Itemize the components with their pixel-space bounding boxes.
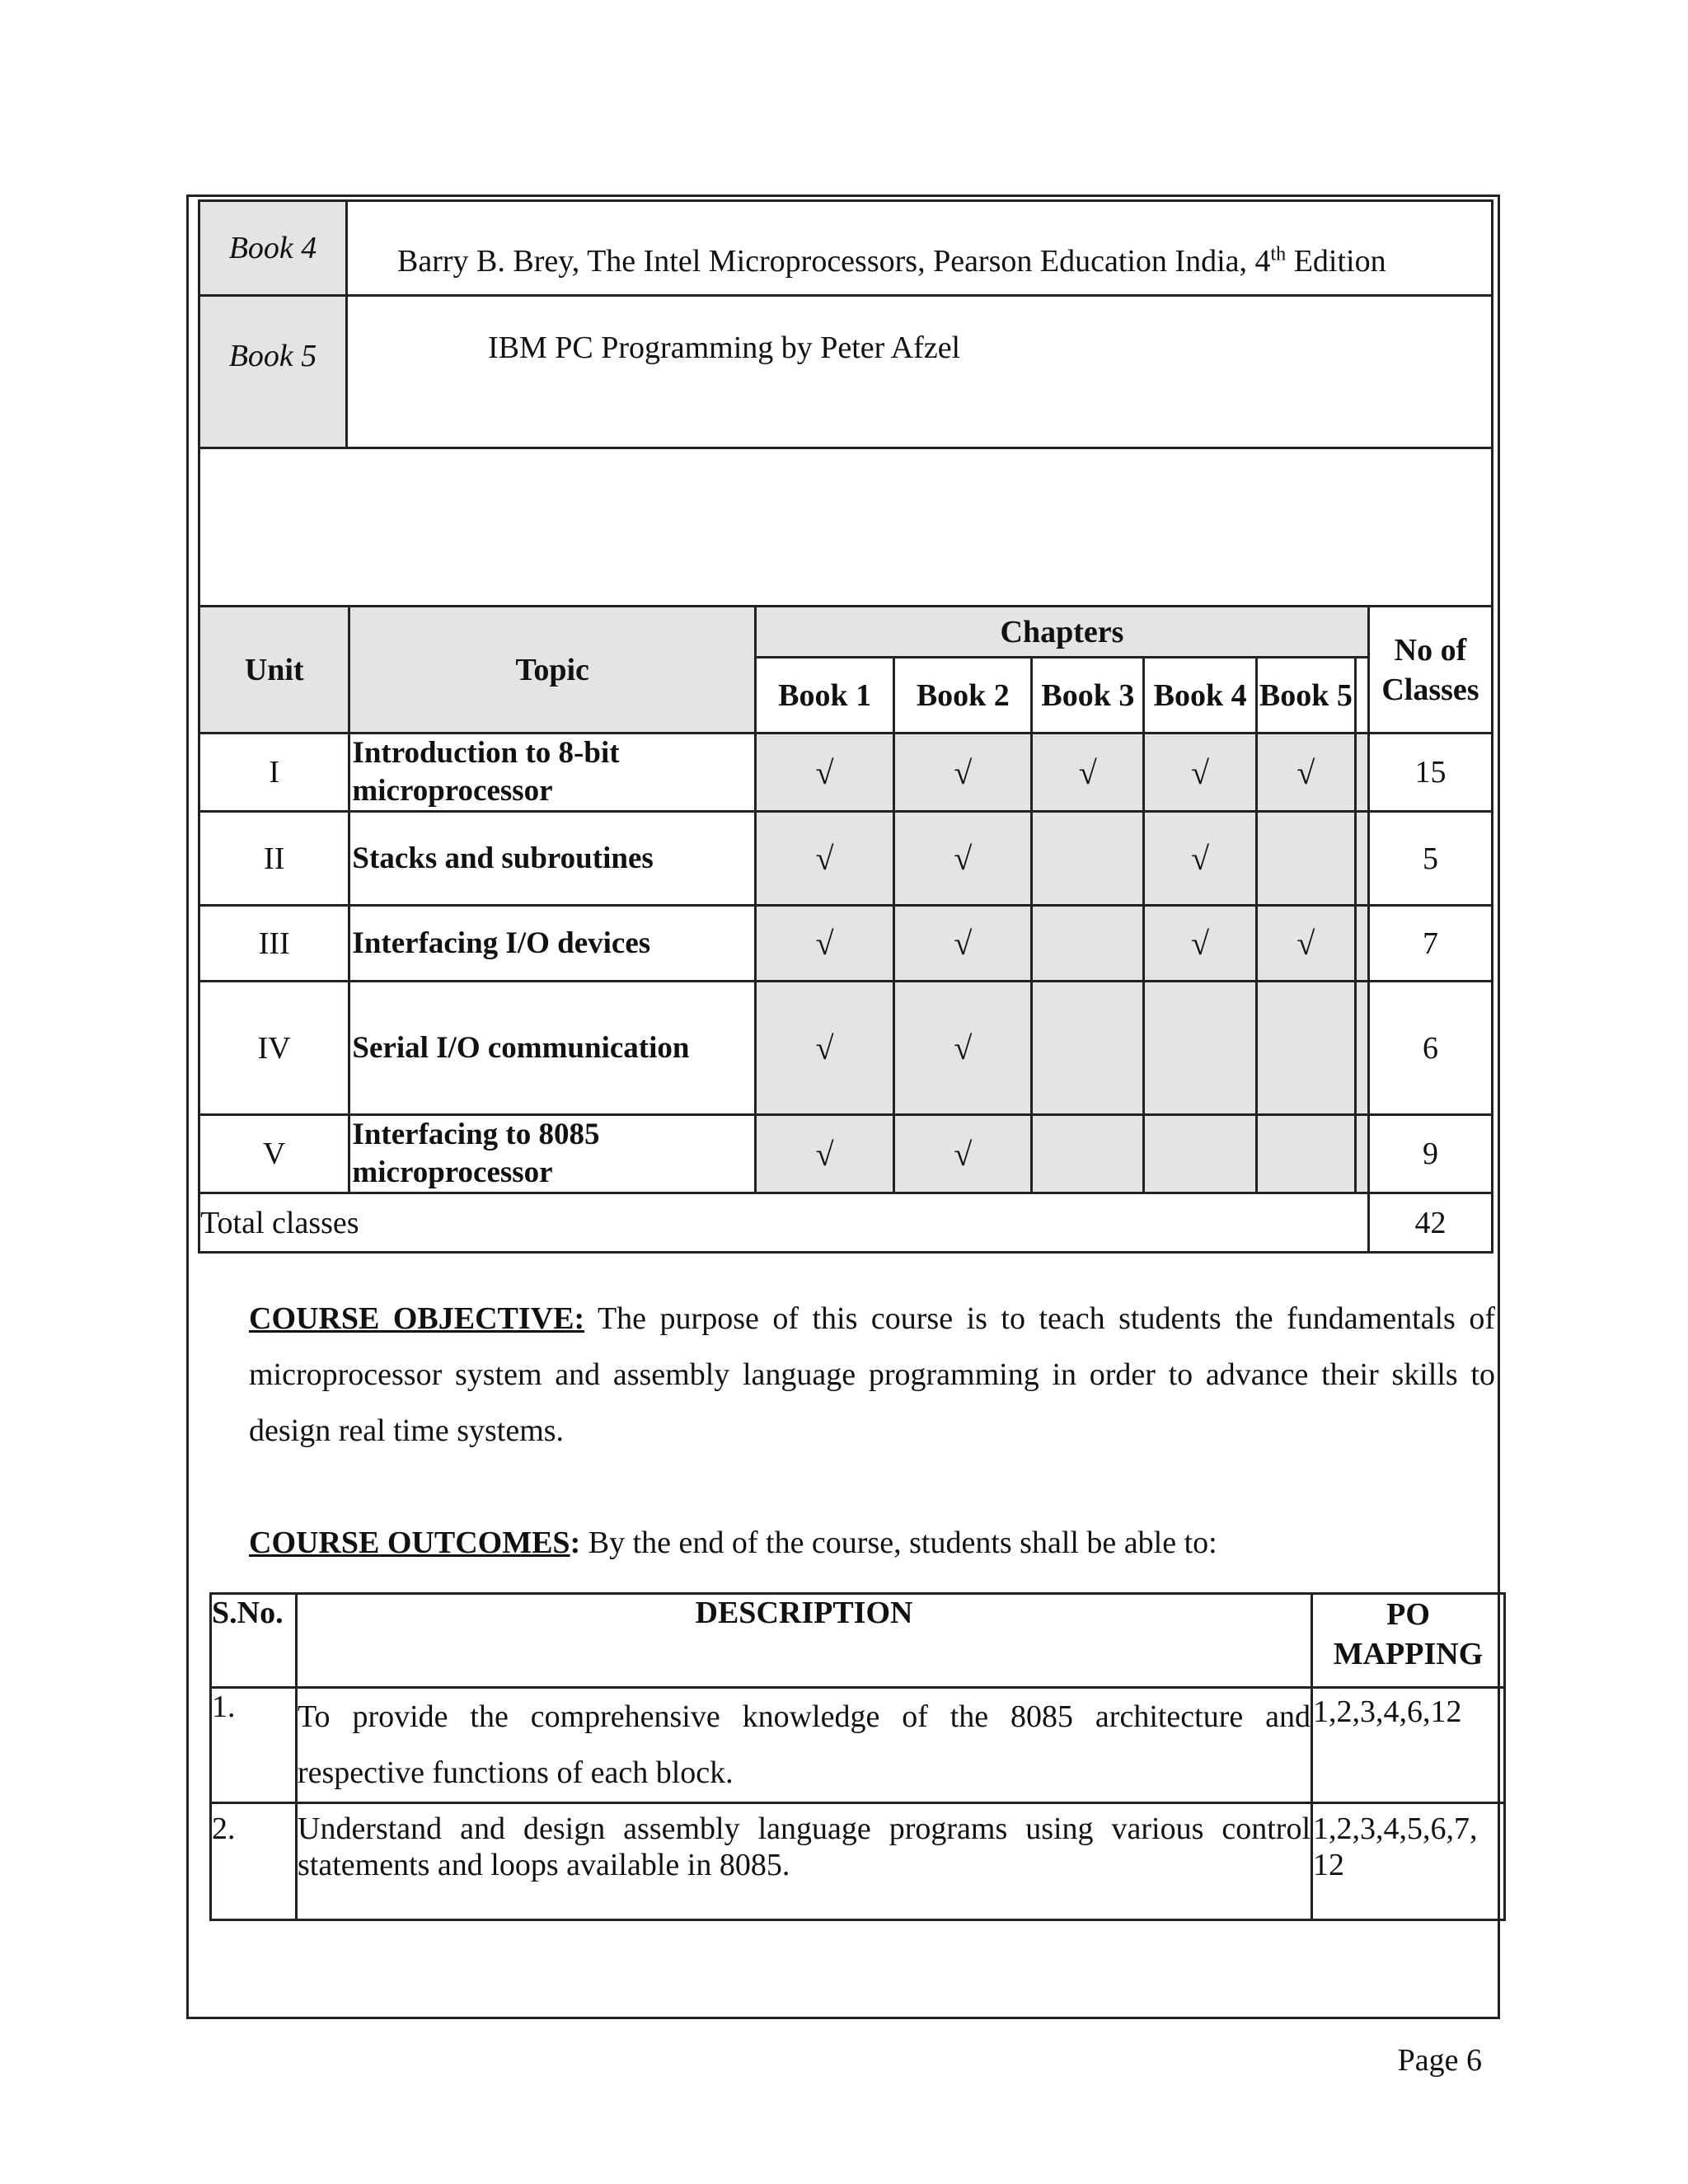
book-2-check: √ <box>894 733 1032 812</box>
outcomes-text: By the end of the course, students shall be able to: <box>580 1526 1217 1560</box>
unit-cell: I <box>199 733 349 812</box>
book-label <box>199 296 347 448</box>
table-row <box>199 982 1493 1115</box>
outcomes-heading: COURSE OUTCOMES <box>249 1526 570 1560</box>
book-4-check: √ <box>1144 906 1257 982</box>
book-text: IBM PC Programming by Peter Afzel <box>347 296 1493 448</box>
book-2-check: √ <box>894 982 1032 1115</box>
row-spacer <box>1355 812 1368 906</box>
book-5-check <box>1257 812 1356 906</box>
book-3-check <box>1032 1115 1144 1193</box>
book-row <box>199 201 1493 296</box>
po-cell: 1,2,3,4,6,12 <box>1312 1688 1505 1803</box>
book-1-check: √ <box>755 906 893 982</box>
topic-cell: Stacks and subroutines <box>349 812 756 906</box>
book-2-check: √ <box>894 812 1032 906</box>
book-text-sup: th <box>1270 243 1287 265</box>
book-5-header: Book 5 <box>1257 658 1356 733</box>
book-3-header: Book 3 <box>1032 658 1144 733</box>
table-row <box>199 906 1493 982</box>
row-spacer <box>1355 733 1368 812</box>
row-spacer <box>1355 1115 1368 1193</box>
book-1-header: Book 1 <box>755 658 893 733</box>
book-text <box>347 201 1493 296</box>
page-number: Page 6 <box>1397 2043 1482 2078</box>
book-4-check: √ <box>1144 812 1257 906</box>
classes-cell: 6 <box>1368 982 1492 1115</box>
table-row <box>199 733 1493 812</box>
blank-band <box>198 449 1493 606</box>
outcomes-table <box>209 1592 1506 1921</box>
book-5-check: √ <box>1257 733 1356 812</box>
table-row <box>199 812 1493 906</box>
unit-cell: V <box>199 1115 349 1193</box>
description-cell: To provide the comprehensive knowledge of the 8085 architecture and respective functions of each block. <box>297 1688 1312 1803</box>
book-2-header: Book 2 <box>894 658 1032 733</box>
book-label-text: Book 5 <box>228 339 317 373</box>
outcomes-header-row <box>211 1594 1505 1688</box>
book-3-check: √ <box>1032 733 1144 812</box>
classes-cell: 7 <box>1368 906 1492 982</box>
course-outcomes-intro <box>249 1515 1495 1571</box>
description-header: DESCRIPTION <box>297 1594 1312 1688</box>
books-table <box>198 199 1493 449</box>
total-label: Total classes <box>199 1193 1369 1253</box>
topic-cell: Introduction to 8-bit microprocessor <box>349 733 756 812</box>
book-1-check: √ <box>755 982 893 1115</box>
book-1-check: √ <box>755 1115 893 1193</box>
classes-cell: 5 <box>1368 812 1492 906</box>
topic-cell: Interfacing I/O devices <box>349 906 756 982</box>
book-row <box>199 296 1493 448</box>
table-row <box>211 1803 1505 1920</box>
classes-cell: 9 <box>1368 1115 1492 1193</box>
course-objective <box>249 1291 1495 1459</box>
unit-cell: III <box>199 906 349 982</box>
book-5-check <box>1257 1115 1356 1193</box>
outcomes-colon: : <box>570 1526 581 1560</box>
book-5-check <box>1257 982 1356 1115</box>
total-row <box>199 1193 1493 1253</box>
topic-cell: Serial I/O communication <box>349 982 756 1115</box>
book-4-check: √ <box>1144 733 1257 812</box>
table-row <box>211 1688 1505 1803</box>
topic-header: Topic <box>349 607 756 733</box>
row-spacer <box>1355 906 1368 982</box>
book-4-check <box>1144 1115 1257 1193</box>
book-3-check <box>1032 906 1144 982</box>
book-1-check: √ <box>755 733 893 812</box>
book-2-check: √ <box>894 906 1032 982</box>
classes-cell: 15 <box>1368 733 1492 812</box>
po-mapping-header: PO MAPPING <box>1312 1594 1505 1688</box>
sno-cell: 1. <box>211 1688 297 1803</box>
sno-header: S.No. <box>211 1594 297 1688</box>
table-row <box>199 1115 1493 1193</box>
schedule-header-row <box>199 607 1493 658</box>
unit-header: Unit <box>199 607 349 733</box>
chapters-header: Chapters <box>755 607 1368 658</box>
book-2-check: √ <box>894 1115 1032 1193</box>
book-3-check <box>1032 982 1144 1115</box>
book-1-check: √ <box>755 812 893 906</box>
classes-header: No of Classes <box>1368 607 1492 733</box>
book-text-main: Barry B. Brey, The Intel Microprocessors, Pearson Education India, 4 <box>397 244 1271 279</box>
schedule-table <box>198 605 1493 1254</box>
book-text-after: Edition <box>1286 244 1386 279</box>
book-label: Book 4 <box>199 201 347 296</box>
sno-cell: 2. <box>211 1803 297 1920</box>
total-value: 42 <box>1368 1193 1492 1253</box>
header-spacer <box>1355 658 1368 733</box>
objective-heading: COURSE OBJECTIVE: <box>249 1301 585 1336</box>
objective-text: The purpose of this course is to teach students the fundamentals of microprocessor system and assembly language programming in order to advance their skills to design real time systems. <box>249 1301 1495 1448</box>
description-cell: Understand and design assembly language programs using various control statements and loops available in 8085. <box>297 1803 1312 1920</box>
book-5-check: √ <box>1257 906 1356 982</box>
row-spacer <box>1355 982 1368 1115</box>
unit-cell: IV <box>199 982 349 1115</box>
book-4-check <box>1144 982 1257 1115</box>
book-3-check <box>1032 812 1144 906</box>
book-4-header: Book 4 <box>1144 658 1257 733</box>
topic-cell: Interfacing to 8085 microprocessor <box>349 1115 756 1193</box>
unit-cell: II <box>199 812 349 906</box>
po-cell: 1,2,3,4,5,6,7, 12 <box>1312 1803 1505 1920</box>
